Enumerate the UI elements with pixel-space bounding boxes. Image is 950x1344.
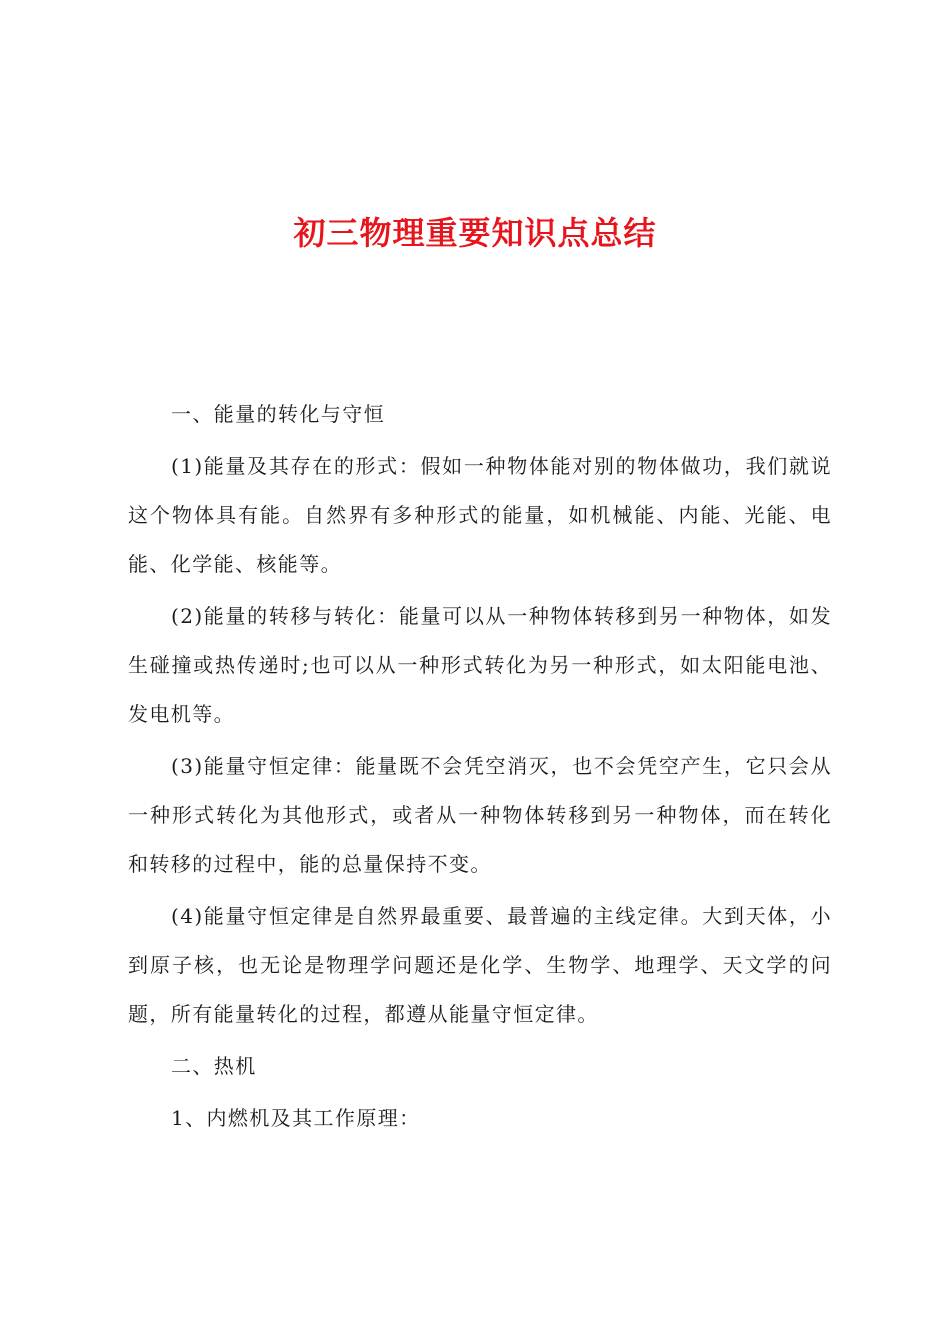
document-title: 初三物理重要知识点总结 xyxy=(293,214,657,252)
paragraph-energy-transfer: (2)能量的转移与转化：能量可以从一种物体转移到另一种物体，如发生碰撞或热传递时;也可以从一种形式转化为另一种形式，如太阳能电池、发电机等。 xyxy=(128,604,832,726)
document-body xyxy=(128,390,832,1143)
section-heading-energy: 一、能量的转化与守恒 xyxy=(171,402,385,426)
paragraph-energy-conservation-importance: (4)能量守恒定律是自然界最重要、最普遍的主线定律。大到天体，小到原子核，也无论是物理学问题还是化学、生物学、地理学、天文学的问题，所有能量转化的过程，都遵从能量守恒定律。 xyxy=(128,904,832,1026)
paragraph-energy-forms: (1)能量及其存在的形式：假如一种物体能对别的物体做功，我们就说这个物体具有能。自然界有多种形式的能量，如机械能、内能、光能、电能、化学能、核能等。 xyxy=(128,454,832,576)
section-heading-heat-engine: 二、热机 xyxy=(171,1054,257,1078)
paragraph-energy-conservation-law: (3)能量守恒定律：能量既不会凭空消灭，也不会凭空产生，它只会从一种形式转化为其他形式，或者从一种物体转移到另一种物体，而在转化和转移的过程中，能的总量保持不变。 xyxy=(128,754,832,876)
item-internal-combustion-engine: 1、内燃机及其工作原理： xyxy=(171,1106,421,1130)
